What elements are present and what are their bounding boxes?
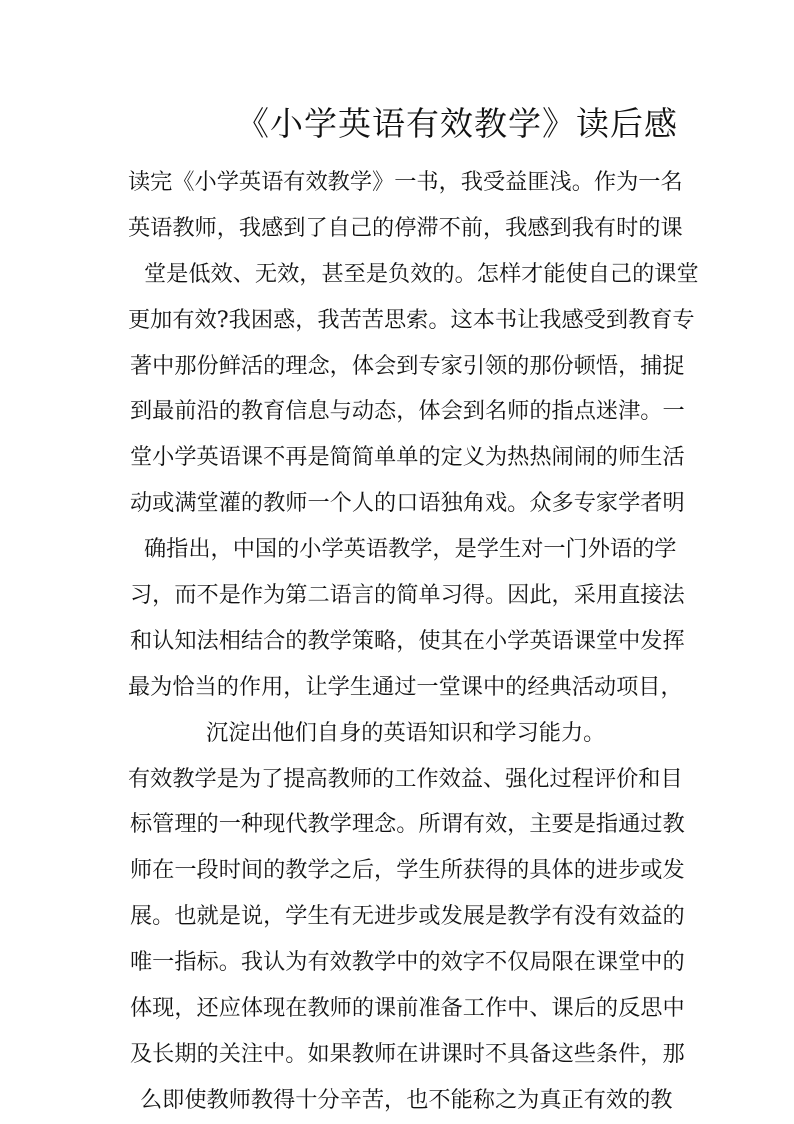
body-line: 沉淀出他们自身的英语知识和学习能力。 — [206, 719, 606, 746]
body-line: 动或满堂灌的教师一个人的口语独角戏。众多专家学者明 — [130, 490, 685, 517]
document-body — [0, 160, 794, 1124]
body-line: 及长期的关注中。如果教师在讲课时不具备这些条件，那 — [130, 1040, 685, 1067]
body-line: 和认知法相结合的教学策略，使其在小学英语课堂中发挥 — [130, 627, 685, 654]
body-line: 英语教师，我感到了自己的停滞不前，我感到我有时的课 — [128, 214, 683, 241]
document-title: 《小学英语有效教学》读后感 — [236, 104, 678, 143]
body-line: 堂是低效、无效，甚至是负效的。怎样才能使自己的课堂 — [144, 260, 699, 287]
body-line: 么即使教师教得十分辛苦，也不能称之为真正有效的教 — [140, 1086, 673, 1113]
body-line: 有效教学是为了提高教师的工作效益、强化过程评价和目 — [128, 765, 683, 792]
body-line: 师在一段时间的教学之后，学生所获得的具体的进步或发 — [130, 857, 685, 884]
body-line: 到最前沿的教育信息与动态，体会到名师的指点迷津。一 — [130, 398, 685, 425]
body-line: 读完《小学英语有效教学》一书，我受益匪浅。作为一名 — [128, 169, 683, 195]
body-line: 展。也就是说，学生有无进步或发展是教学有没有效益的 — [130, 903, 685, 930]
body-line: 体现，还应体现在教师的课前准备工作中、课后的反思中 — [130, 995, 685, 1022]
body-line: 最为恰当的作用，让学生通过一堂课中的经典活动项目， — [128, 673, 683, 700]
body-line: 确指出，中国的小学英语教学，是学生对一门外语的学 — [144, 536, 677, 563]
body-line: 习，而不是作为第二语言的简单习得。因此，采用直接法 — [130, 582, 685, 609]
body-line: 唯一指标。我认为有效教学中的效字不仅局限在课堂中的 — [130, 949, 685, 976]
body-line: 标管理的一种现代教学理念。所谓有效，主要是指通过教 — [130, 811, 685, 838]
body-line: 堂小学英语课不再是简简单单的定义为热热闹闹的师生活 — [130, 444, 685, 471]
body-line: 更加有效?我困惑，我苦苦思索。这本书让我感受到教育专 — [128, 306, 695, 333]
body-line: 著中那份鲜活的理念，体会到专家引领的那份顿悟，捕捉 — [130, 352, 685, 379]
